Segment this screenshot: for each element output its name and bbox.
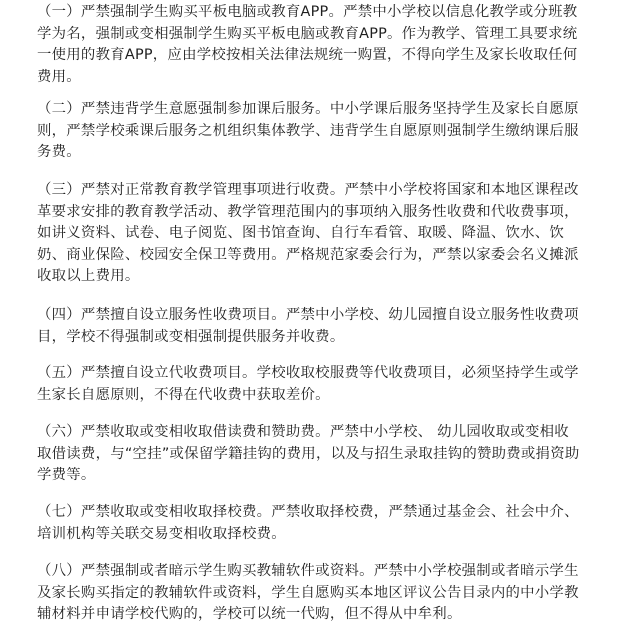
policy-paragraph-3: （三）严禁对正常教育教学管理事项进行收费。严禁中小学校将国家和本地区课程改革要求安排的教育教学活动、教学管理范围内的事项纳入服务性收费和代收费事项，如讲义资料、试卷、电子阅览、图书馆查询、自行车看管、取暖、降温、饮水、饮奶、商业保险、校园安全保卫等费用。严格规范家委会行为，严禁以家委会名义摊派收取以上费用。 [37,182,579,285]
policy-paragraph-7: （七）严禁收取或变相收取择校费。严禁收取择校费，严禁通过基金会、社会中介、培训机构等关联交易变相收取择校费。 [37,504,579,542]
policy-paragraph-6: （六）严禁收取或变相收取借读费和赞助费。严禁中小学校、 幼儿园收取或变相收取借读费，与“空挂”或保留学籍挂钩的费用，以及与招生录取挂钩的赞助费或捐资助学费等。 [37,424,580,484]
policy-paragraph-5: （五）严禁擅自设立代收费项目。学校收取校服费等代收费项目，必须坚持学生或学生家长自愿原则，不得在代收费中获取差价。 [37,365,579,403]
policy-paragraph-4: （四）严禁擅自设立服务性收费项目。严禁中小学校、幼儿园擅自设立服务性收费项目，学校不得强制或变相强制提供服务并收费。 [37,307,579,345]
policy-paragraph-2: （二）严禁违背学生意愿强制参加课后服务。中小学课后服务坚持学生及家长自愿原则，严禁学校乘课后服务之机组织集体教学、违背学生自愿原则强制学生缴纳课后服务费。 [37,101,579,161]
policy-paragraph-1: （一）严禁强制学生购买平板电脑或教育APP。严禁中小学校以信息化教学或分班教学为名，强制或变相强制学生购买平板电脑或教育APP。作为教学、管理工具要求统一使用的教育APP，应由学校按相关法律法规统一购置，不得向学生及家长收取任何费用。 [37,4,578,85]
policy-paragraph-8: （八）严禁强制或者暗示学生购买教辅软件或资料。严禁中小学校强制或者暗示学生及家长购买指定的教辅软件或资料，学生自愿购买本地区评议公告目录内的中小学教辅材料并申请学校代购的，学校可以统一代购，但不得从中牟利。 [37,563,579,623]
